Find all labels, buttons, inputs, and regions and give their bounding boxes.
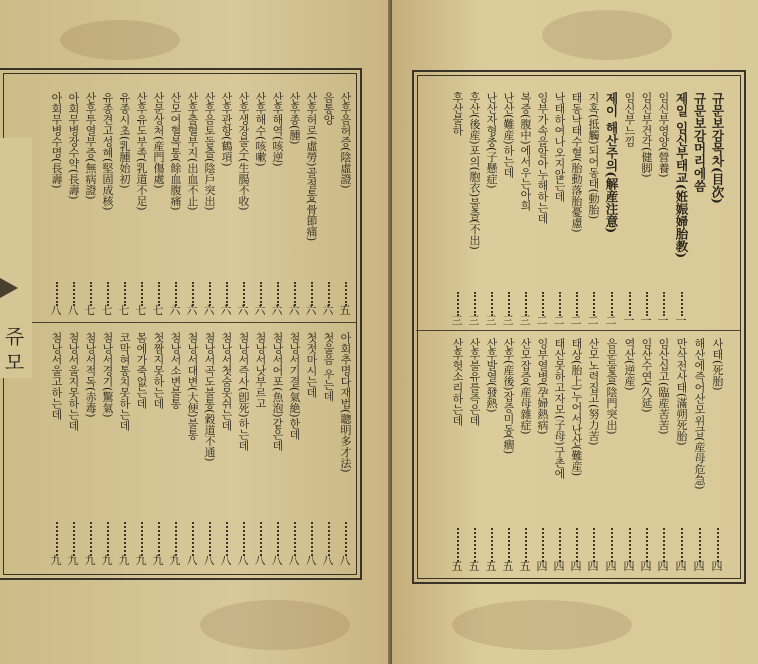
toc-entry-title: 태상(胎上)누어서난산(難産) xyxy=(570,338,583,477)
toc-entry-title: 산후음허증(陰虛證) xyxy=(339,92,352,189)
toc-entry-title: 첨낭서기결(氣絶)한데 xyxy=(288,332,301,440)
toc-entry-title: 산후발열(發熱) xyxy=(485,338,498,413)
toc-page-number: 七 xyxy=(135,304,147,317)
toc-leader-dots xyxy=(542,528,544,562)
toc-page-number: 九 xyxy=(118,554,130,567)
toc-leader-dots xyxy=(141,522,143,556)
toc-entry-title: 난산자형충(子懸症) xyxy=(485,92,498,189)
toc-entry-title: 첨낭서울지못하는데 xyxy=(67,332,80,431)
toc-page-number: 六 xyxy=(254,304,266,317)
toc-page-number: 六 xyxy=(220,304,232,317)
toc-page-number: 四 xyxy=(570,560,582,573)
toc-page-number: 三 xyxy=(468,314,480,327)
toc-page-number: 一 xyxy=(675,314,687,327)
toc-entry-title: 아회무병장수약(長壽) xyxy=(67,92,80,200)
toc-entry-title: 제이 해산주의(解産注意) xyxy=(604,92,619,234)
toc-entry-title: 첨낭서어포(魚泡)같은데 xyxy=(271,332,284,451)
toc-page-number: 九 xyxy=(135,554,147,567)
toc-entry-title: 산후(産後)잡증미동(癎) xyxy=(502,338,515,455)
toc-entry-title: 제일 임신부태교(姙娠婦胎教) xyxy=(674,92,689,259)
toc-page-number: 三 xyxy=(451,314,463,327)
toc-leader-dots xyxy=(226,522,228,556)
toc-page-number: 二 xyxy=(605,314,617,327)
toc-page-number: 四 xyxy=(553,560,565,573)
toc-entry-title: 난산(難産)하는데 xyxy=(502,92,515,178)
toc-leader-dots xyxy=(260,522,262,556)
toc-entry-title: 산모잡증(産母雜症) xyxy=(519,338,532,435)
toc-leader-dots xyxy=(681,528,683,562)
toc-leader-dots xyxy=(629,528,631,562)
toc-page-number: 九 xyxy=(101,554,113,567)
toc-entry-title: 잉부열병(孕婦熱病) xyxy=(536,338,549,435)
toc-entry-title: 태산못하고자모(子母)구촌에 xyxy=(553,338,566,479)
toc-page-number: 五 xyxy=(468,560,480,573)
toc-page-number: 二 xyxy=(553,314,565,327)
toc-leader-dots xyxy=(593,528,595,562)
toc-page-number: 三 xyxy=(519,314,531,327)
toc-entry-title: 산모여혈복통(餘血腹痛) xyxy=(169,92,182,211)
toc-page-number: 六 xyxy=(186,304,198,317)
toc-page-number: 五 xyxy=(485,560,497,573)
toc-entry-title: 첫젓마시는데 xyxy=(305,332,318,398)
page-stain xyxy=(60,20,180,60)
toc-entry-title: 임신부영양(營養) xyxy=(657,92,670,178)
toc-leader-dots xyxy=(457,528,459,562)
toc-page-number: 四 xyxy=(623,560,635,573)
toc-page-number: 七 xyxy=(118,304,130,317)
toc-page-number: 五 xyxy=(339,304,351,317)
toc-entry-title: 산문상처(産門傷處) xyxy=(152,92,165,189)
toc-page-number: 八 xyxy=(50,304,62,317)
toc-entry-title: 첨낭서즉사(卽死)하는데 xyxy=(237,332,250,451)
toc-entry-title: 후산(後産)포의(胞衣)불출(不出) xyxy=(468,92,481,250)
toc-entry-title: 몸에가죽없는데 xyxy=(135,332,148,409)
toc-page-number: 五 xyxy=(451,560,463,573)
page-stain xyxy=(452,600,632,650)
toc-entry-title: 역산(逆産) xyxy=(623,338,636,391)
toc-page-number: 八 xyxy=(339,554,351,567)
toc-entry-title: 첨낭서곡도불통(穀道不通) xyxy=(203,332,216,462)
toc-page-number: 四 xyxy=(675,560,687,573)
toc-page-number: 五 xyxy=(519,560,531,573)
toc-leader-dots xyxy=(663,528,665,562)
toc-page-number: 二 xyxy=(587,314,599,327)
toc-entry-title: 산후헛소리하는데 xyxy=(451,338,464,426)
toc-leader-dots xyxy=(294,522,296,556)
toc-entry-title: 첨낭서낫부르고 xyxy=(254,332,267,409)
spine-label xyxy=(0,138,32,378)
toc-page-number: 九 xyxy=(67,554,79,567)
toc-page-number: 五 xyxy=(502,560,514,573)
toc-leader-dots xyxy=(345,522,347,556)
toc-entry-title: 첫짬지못하는데 xyxy=(152,332,165,409)
toc-page-number: 二 xyxy=(570,314,582,327)
toc-entry-title: 첨낭서경기(驚氣) xyxy=(101,332,114,418)
toc-page-number: 九 xyxy=(169,554,181,567)
toc-leader-dots xyxy=(243,522,245,556)
toc-leader-dots xyxy=(491,528,493,562)
toc-page-number: 八 xyxy=(305,554,317,567)
toc-leader-dots xyxy=(717,528,719,562)
toc-leader-dots xyxy=(646,528,648,562)
toc-page-number: 六 xyxy=(288,304,300,317)
toc-page-number: 七 xyxy=(84,304,96,317)
toc-entry-title: 산후출혈부지(出血不止) xyxy=(186,92,199,211)
toc-page-number: 四 xyxy=(711,560,723,573)
toc-page-number: 八 xyxy=(271,554,283,567)
toc-page-number: 八 xyxy=(237,554,249,567)
toc-entry-title: 임신부느낌 xyxy=(623,92,636,147)
toc-entry-title: 산후생장불수(生腸不收) xyxy=(237,92,250,211)
toc-leader-dots xyxy=(611,528,613,562)
spine-title: 쥬모 xyxy=(1,326,25,378)
toc-entry-title: 산후해수(咳嗽) xyxy=(254,92,267,167)
toc-page-number: 四 xyxy=(587,560,599,573)
toc-entry-title: 코막혀통치못하는데 xyxy=(118,332,131,431)
right-page xyxy=(392,0,758,664)
toc-page-number: 一 xyxy=(657,314,669,327)
toc-entry-title: 임산십고(臨産苦苦) xyxy=(657,338,670,435)
toc-entry-title: 첨낭서첫숨못쉬는데 xyxy=(220,332,233,431)
toc-entry-title: 산후투열부증(無病證) xyxy=(84,92,97,200)
toc-leader-dots xyxy=(508,528,510,562)
toc-page-number: 六 xyxy=(305,304,317,317)
toc-page-number: 六 xyxy=(169,304,181,317)
toc-entry-title: 만삭전사태(滿朔死胎) xyxy=(675,338,688,446)
toc-page-number: 四 xyxy=(657,560,669,573)
toc-entry-title: 산모노력집고(努力苦) xyxy=(587,338,600,446)
page-stain xyxy=(542,10,672,60)
toc-leader-dots xyxy=(328,522,330,556)
toc-entry-title: 산후허로(虛勞)골절통(骨節痛) xyxy=(305,92,318,242)
toc-leader-dots xyxy=(311,522,313,556)
toc-entry-title: 첨낭서소변불통 xyxy=(169,332,182,409)
toc-page-number: 八 xyxy=(322,554,334,567)
toc-page-number: 九 xyxy=(50,554,62,567)
toc-entry-title: 유종시초(乳腫始初) xyxy=(118,92,131,189)
toc-page-number: 八 xyxy=(288,554,300,567)
toc-leader-dots xyxy=(474,528,476,562)
toc-page-number: 八 xyxy=(186,554,198,567)
toc-entry-title: 해산에즉어산모위급(産母危急) xyxy=(693,338,706,490)
toc-page-number: 四 xyxy=(605,560,617,573)
toc-page-number: 八 xyxy=(67,304,79,317)
toc-page-number: 八 xyxy=(254,554,266,567)
toc-entry-title: 지혹(抵觸)되어동태(動胎) xyxy=(587,92,600,220)
toc-page-number: 八 xyxy=(203,554,215,567)
toc-entry-title: 첫울음 우는데 xyxy=(322,332,335,402)
toc-page-number: 四 xyxy=(693,560,705,573)
toc-page-number: 三 xyxy=(485,314,497,327)
toc-entry-title: 첨낭서울고하는데 xyxy=(50,332,63,420)
toc-entry-title: 임산수연(久延) xyxy=(640,338,653,413)
toc-entry-title: 산후음토돌출(陰戶突出) xyxy=(203,92,216,211)
toc-leader-dots xyxy=(73,522,75,556)
toc-leader-dots xyxy=(158,522,160,556)
toc-page-number: 七 xyxy=(101,304,113,317)
toc-entry-title: 잉부가속을알아누해하는데 xyxy=(536,92,549,224)
toc-leader-dots xyxy=(576,528,578,562)
right-divider xyxy=(416,330,740,331)
toc-entry-title: 산후종(腫) xyxy=(288,92,301,145)
toc-entry-title: 산후관항(鶴項) xyxy=(220,92,233,167)
toc-entry-title: 산후유도부족(乳道不足) xyxy=(135,92,148,211)
toc-page-number: 四 xyxy=(536,560,548,573)
toc-page-number: 六 xyxy=(203,304,215,317)
toc-page-number: 四 xyxy=(640,560,652,573)
toc-entry-title: 복중(腹中)에서우는아희 xyxy=(519,92,532,211)
toc-leader-dots xyxy=(107,522,109,556)
toc-entry-title: 산후해역(咳逆) xyxy=(271,92,284,167)
page-stain xyxy=(200,600,350,650)
toc-page-number: 八 xyxy=(220,554,232,567)
toc-page-number: 二 xyxy=(536,314,548,327)
toc-page-number: 一 xyxy=(623,314,635,327)
toc-page-number: 六 xyxy=(322,304,334,317)
toc-page-number: 六 xyxy=(237,304,249,317)
toc-page-number: 九 xyxy=(84,554,96,567)
toc-page-number: 一 xyxy=(640,314,652,327)
toc-entry-title: 규문보감목차(目次) xyxy=(710,92,725,204)
toc-leader-dots xyxy=(90,522,92,556)
toc-entry-title: 후산불하 xyxy=(451,92,464,136)
toc-page-number: 六 xyxy=(271,304,283,317)
toc-leader-dots xyxy=(209,522,211,556)
toc-entry-title: 음문둘출(陰門突出) xyxy=(605,338,618,435)
toc-entry-title: 산후불유를즉은데 xyxy=(468,338,481,426)
toc-leader-dots xyxy=(699,528,701,562)
toc-page-number: 三 xyxy=(502,314,514,327)
toc-entry-title: 태동낙태수혈(胎動落胎憂慮) xyxy=(570,92,583,233)
toc-leader-dots xyxy=(124,522,126,556)
toc-leader-dots xyxy=(525,528,527,562)
toc-leader-dots xyxy=(559,528,561,562)
toc-page-number: 七 xyxy=(152,304,164,317)
toc-entry-title: 사태(死胎) xyxy=(711,338,724,391)
toc-leader-dots xyxy=(56,522,58,556)
toc-leader-dots xyxy=(192,522,194,556)
toc-leader-dots xyxy=(277,522,279,556)
toc-entry-title: 첨낭서적독(赤毒) xyxy=(84,332,97,418)
toc-entry-title: 유종견고성혜(堅固成核) xyxy=(101,92,114,211)
toc-entry-title: 규문보감머리에씀 xyxy=(692,92,707,192)
toc-page-number: 九 xyxy=(152,554,164,567)
toc-entry-title: 아회무병수명(長壽) xyxy=(50,92,63,189)
spine-tab-icon xyxy=(0,278,18,298)
toc-entry-title: 임신부건각(健脚) xyxy=(640,92,653,178)
toc-entry-title: 첨낭서대변(大便)불통 xyxy=(186,332,199,440)
toc-leader-dots xyxy=(175,522,177,556)
toc-entry-title: 낙태하여나오지않는데 xyxy=(553,92,566,202)
toc-entry-title: 아회추명다재법(聰明多才法) xyxy=(339,332,352,473)
left-divider xyxy=(0,322,356,323)
toc-entry-title: 음통양 xyxy=(322,92,335,125)
